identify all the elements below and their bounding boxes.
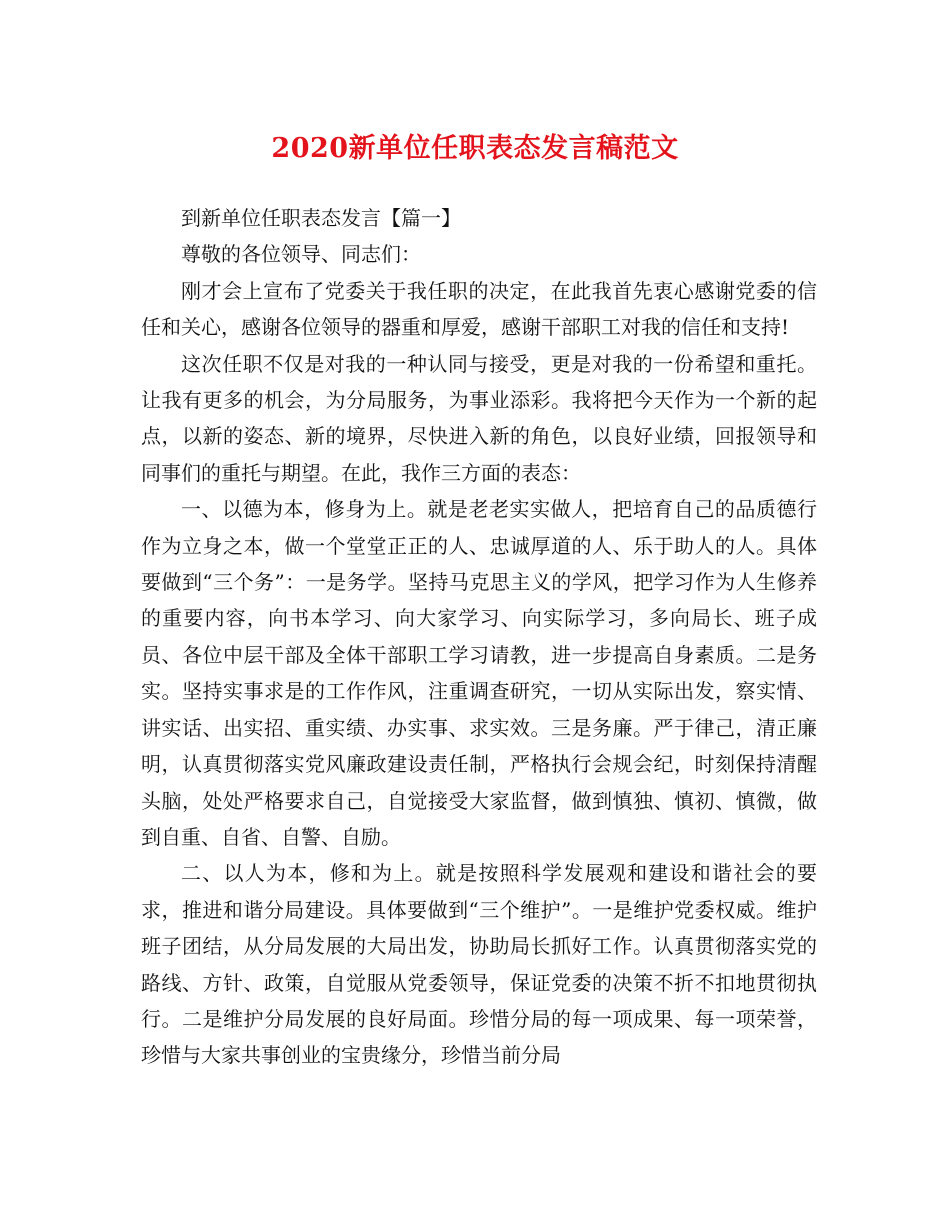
- document-body: [141, 200, 817, 1074]
- paragraph: 刚才会上宣布了党委关于我任职的决定，在此我首先衷心感谢党委的信任和关心，感谢各位领导的器重和厚爱，感谢干部职工对我的信任和支持!: [141, 278, 817, 340]
- paragraph: 这次任职不仅是对我的一种认同与接受，更是对我的一份希望和重托。让我有更多的机会，为分局服务，为事业添彩。我将把今天作为一个新的起点，以新的姿态、新的境界，尽快进入新的角色，以良好业绩，回报领导和同事们的重托与期望。在此，我作三方面的表态：: [141, 351, 817, 485]
- paragraph: 一、以德为本，修身为上。就是老老实实做人，把培育自己的品质德行作为立身之本，做一个堂堂正正的人、忠诚厚道的人、乐于助人的人。具体要做到“三个务”：一是务学。坚持马克思主义的学风，把学习作为人生修养的重要内容，向书本学习、向大家学习、向实际学习，多向局长、班子成员、各位中层干部及全体干部职工学习请教，进一步提高自身素质。二是务实。坚持实事求是的工作作风，注重调查研究，一切从实际出发，察实情、讲实话、出实招、重实绩、办实事、求实效。三是务廉。严于律己，清正廉明，认真贯彻落实党风廉政建设责任制，严格执行会规会纪，时刻保持清醒头脑，处处严格要求自己，自觉接受大家监督，做到慎独、慎初、慎微，做到自重、自省、自警、自励。: [141, 497, 817, 849]
- document-title: 2020新单位任职表态发言稿范文: [271, 133, 679, 164]
- salutation: 尊敬的各位领导、同志们：: [181, 242, 421, 267]
- section-heading: 到新单位任职表态发言【篇一】: [181, 206, 461, 230]
- paragraph: 二、以人为本，修和为上。就是按照科学发展观和建设和谐社会的要求，推进和谐分局建设。具体要做到“三个维护”。一是维护党委权威。维护班子团结，从分局发展的大局出发，协助局长抓好工作。认真贯彻落实党的路线、方针、政策，自觉服从党委领导，保证党委的决策不折不扣地贯彻执行。二是维护分局发展的良好局面。珍惜分局的每一项成果、每一项荣誉，珍惜与大家共事创业的宝贵缘分，珍惜当前分局: [141, 861, 817, 1068]
